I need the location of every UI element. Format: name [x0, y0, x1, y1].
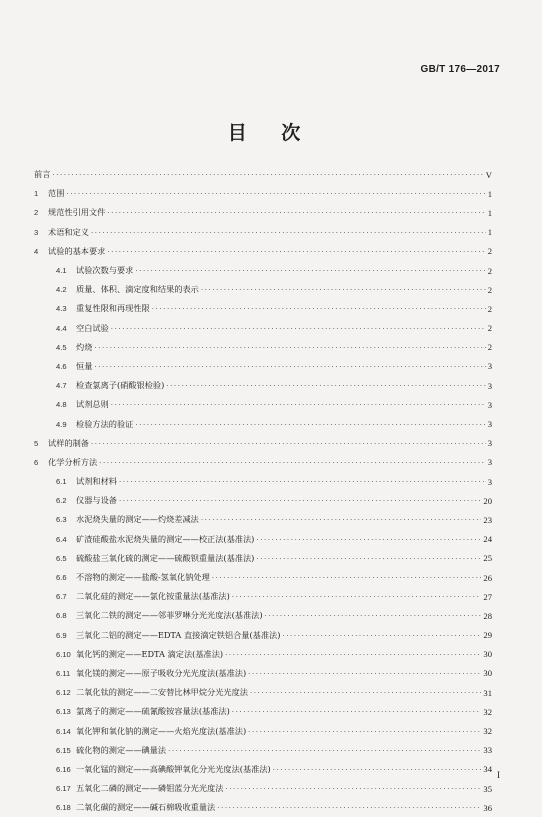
toc-entry-label: 硫化物的测定——碘量法 — [76, 744, 167, 755]
toc-entry-label: 氧化镁的测定——原子吸收分光光度法(基准法) — [76, 667, 247, 678]
toc-entry-page: 3 — [487, 361, 492, 372]
toc-entry-label: 恒量 — [76, 360, 93, 371]
toc-entry-label: 硫酸盐三氧化硫的测定——硫酸钡重量法(基准法) — [76, 552, 255, 563]
toc-entry-label: 二氧化硅的测定——氯化铵重量法(基准法) — [76, 591, 230, 602]
toc-entry-page: 35 — [483, 783, 492, 794]
toc-entry-label: 术语和定义 — [48, 226, 89, 237]
toc-entry — [34, 357, 492, 376]
toc-entry-number: 4.7 — [56, 381, 67, 391]
toc-entry-page: 2 — [487, 284, 492, 295]
toc-entry-number: 6.13 — [56, 707, 71, 717]
toc-entry-page: 1 — [487, 188, 492, 199]
toc-entry-number: 4.5 — [56, 342, 67, 352]
toc-entry-label: 二氧化钛的测定——二安替比林甲烷分光光度法 — [76, 687, 248, 698]
toc-entry-page: 2 — [487, 303, 492, 314]
toc-leader-dots — [107, 247, 485, 256]
toc-entry — [34, 453, 492, 472]
toc-entry-page: 2 — [487, 323, 492, 334]
toc-entry-page: 24 — [483, 534, 492, 545]
toc-entry-number: 4.6 — [56, 361, 67, 371]
toc-entry-number: 4.8 — [56, 400, 67, 410]
toc-entry-page: 30 — [483, 668, 492, 679]
toc-entry-label: 试样的制备 — [48, 437, 89, 448]
toc-entry — [34, 472, 492, 491]
toc-entry-number: 6.2 — [56, 496, 67, 506]
toc-entry-number: 6.10 — [56, 649, 71, 659]
toc-entry — [34, 606, 492, 625]
toc-entry-page: 2 — [487, 342, 492, 353]
toc-entry-label: 三氧化二铁的测定——邻菲罗啉分光光度法(基准法) — [76, 610, 263, 621]
toc-entry — [34, 299, 492, 318]
toc-entry-number: 6.16 — [56, 764, 71, 774]
toc-entry-page: 25 — [483, 553, 492, 564]
toc-entry-number: 6.9 — [56, 630, 67, 640]
toc-entry-page: 1 — [487, 227, 492, 238]
toc-leader-dots — [256, 535, 481, 544]
toc-entry — [34, 645, 492, 664]
toc-leader-dots — [119, 477, 486, 486]
toc-entry-label: 氧化钙的测定——EDTA 滴定法(基准法) — [76, 648, 224, 659]
toc-entry-number: 4 — [34, 246, 39, 256]
toc-entry — [34, 702, 492, 721]
toc-leader-dots — [99, 458, 486, 467]
page-number: I — [497, 770, 500, 780]
standard-code: GB/T 176—2017 — [420, 64, 500, 75]
toc-leader-dots — [66, 189, 485, 198]
table-of-contents — [34, 165, 492, 817]
toc-entry-page: 26 — [483, 572, 492, 583]
toc-entry — [34, 338, 492, 357]
toc-entry — [34, 568, 492, 587]
toc-entry-number: 4.2 — [56, 285, 67, 295]
toc-leader-dots — [201, 285, 486, 294]
toc-leader-dots — [91, 228, 486, 237]
toc-entry-label: 化学分析方法 — [48, 456, 98, 467]
toc-entry-label: 不溶物的测定——盐酸-氢氧化钠处理 — [76, 572, 210, 583]
toc-entry-number: 6.11 — [56, 668, 71, 678]
toc-entry-label: 检查氯离子(硝酸银检验) — [76, 380, 165, 391]
toc-entry — [34, 530, 492, 549]
toc-entry — [34, 414, 492, 433]
toc-leader-dots — [201, 515, 482, 524]
toc-entry-page: 29 — [483, 630, 492, 641]
toc-entry-label: 二氧化碳的测定——碱石棉吸收重量法 — [76, 802, 216, 813]
toc-entry-number: 2 — [34, 208, 39, 218]
toc-leader-dots — [256, 554, 481, 563]
toc-leader-dots — [273, 765, 482, 774]
toc-leader-dots — [52, 170, 483, 179]
toc-entry-page: V — [485, 169, 492, 180]
toc-entry — [34, 242, 492, 261]
toc-leader-dots — [282, 631, 481, 640]
toc-entry — [34, 491, 492, 510]
toc-entry — [34, 798, 492, 817]
toc-entry — [34, 184, 492, 203]
toc-entry — [34, 779, 492, 798]
toc-leader-dots — [225, 650, 481, 659]
toc-leader-dots — [107, 208, 485, 217]
toc-entry-label: 矿渣硅酸盐水泥烧失量的测定——校正法(基准法) — [76, 533, 255, 544]
toc-entry-page: 3 — [487, 399, 492, 410]
toc-entry — [34, 587, 492, 606]
toc-entry-number: 4.4 — [56, 323, 67, 333]
toc-entry-page: 1 — [487, 207, 492, 218]
toc-leader-dots — [91, 439, 486, 448]
toc-leader-dots — [168, 746, 481, 755]
toc-entry-page: 32 — [483, 726, 492, 737]
toc-entry-number: 6.6 — [56, 573, 67, 583]
toc-entry — [34, 165, 492, 184]
toc-entry-number: 6.8 — [56, 611, 67, 621]
toc-entry-number: 6.17 — [56, 784, 71, 794]
toc-leader-dots — [135, 420, 485, 429]
toc-entry-number: 6.4 — [56, 534, 67, 544]
toc-entry-number: 6.15 — [56, 745, 71, 755]
toc-entry-page: 23 — [483, 514, 492, 525]
toc-leader-dots — [111, 324, 486, 333]
toc-entry-page: 36 — [483, 802, 492, 813]
toc-entry-page: 28 — [483, 610, 492, 621]
toc-leader-dots — [225, 784, 481, 793]
toc-entry-label: 前言 — [34, 169, 51, 180]
toc-entry-number: 5 — [34, 438, 39, 448]
toc-leader-dots — [217, 803, 481, 812]
toc-leader-dots — [265, 611, 482, 620]
toc-entry — [34, 721, 492, 740]
toc-entry-page: 33 — [483, 745, 492, 756]
toc-entry-label: 试剂总则 — [76, 399, 109, 410]
toc-entry-page: 34 — [483, 764, 492, 775]
toc-entry-page: 2 — [487, 265, 492, 276]
toc-leader-dots — [119, 496, 481, 505]
toc-entry-page: 3 — [487, 457, 492, 468]
toc-entry-number: 6.18 — [56, 803, 71, 813]
toc-leader-dots — [248, 727, 481, 736]
toc-entry — [34, 549, 492, 568]
toc-entry — [34, 261, 492, 280]
toc-leader-dots — [166, 381, 485, 390]
toc-entry-label: 氧化钾和氧化钠的测定——火焰光度法(基准法) — [76, 725, 247, 736]
toc-entry — [34, 395, 492, 414]
toc-entry — [34, 223, 492, 242]
toc-entry-label: 仪器与设备 — [76, 495, 117, 506]
toc-entry-label: 重复性限和再现性限 — [76, 303, 150, 314]
toc-entry-label: 检验方法的验证 — [76, 418, 134, 429]
toc-entry-page: 27 — [483, 591, 492, 602]
toc-leader-dots — [135, 266, 485, 275]
toc-entry-label: 范围 — [48, 188, 65, 199]
toc-entry — [34, 760, 492, 779]
toc-entry-number: 1 — [34, 189, 39, 199]
toc-entry — [34, 434, 492, 453]
toc-entry-label: 水泥烧失量的测定——灼烧差减法 — [76, 514, 199, 525]
toc-entry-number: 6.3 — [56, 515, 67, 525]
toc-leader-dots — [94, 362, 485, 371]
toc-entry-label: 五氧化二磷的测定——磷钼蓝分光光度法 — [76, 783, 224, 794]
toc-leader-dots — [248, 669, 481, 678]
toc-entry — [34, 741, 492, 760]
toc-entry-page: 3 — [487, 438, 492, 449]
toc-leader-dots — [232, 707, 482, 716]
toc-entry-label: 规范性引用文件 — [48, 207, 106, 218]
toc-entry-number: 6.14 — [56, 726, 71, 736]
toc-leader-dots — [152, 304, 486, 313]
toc-entry-page: 31 — [483, 687, 492, 698]
toc-entry-label: 灼烧 — [76, 341, 93, 352]
toc-entry — [34, 203, 492, 222]
toc-entry — [34, 626, 492, 645]
toc-leader-dots — [250, 688, 481, 697]
toc-leader-dots — [111, 400, 486, 409]
toc-entry-number: 6.7 — [56, 592, 67, 602]
toc-entry — [34, 376, 492, 395]
toc-entry-page: 3 — [487, 380, 492, 391]
toc-entry — [34, 683, 492, 702]
toc-entry-label: 氯离子的测定——硫氰酸铵容量法(基准法) — [76, 706, 230, 717]
toc-entry-number: 6.5 — [56, 553, 67, 563]
toc-entry-label: 试验的基本要求 — [48, 245, 106, 256]
toc-entry-number: 4.3 — [56, 304, 67, 314]
toc-entry-label: 试验次数与要求 — [76, 265, 134, 276]
toc-entry-label: 三氧化二铝的测定——EDTA 直接滴定铁铝合量(基准法) — [76, 629, 281, 640]
toc-entry-page: 30 — [483, 649, 492, 660]
toc-leader-dots — [94, 343, 485, 352]
toc-entry — [34, 319, 492, 338]
toc-entry-label: 一氧化锰的测定——高碘酸钾氧化分光光度法(基准法) — [76, 763, 271, 774]
toc-entry-number: 6 — [34, 457, 39, 467]
toc-entry — [34, 280, 492, 299]
toc-entry-page: 32 — [483, 706, 492, 717]
toc-entry-page: 20 — [483, 495, 492, 506]
toc-entry — [34, 510, 492, 529]
toc-entry-page: 3 — [487, 476, 492, 487]
toc-entry-page: 3 — [487, 419, 492, 430]
toc-leader-dots — [232, 592, 482, 601]
toc-entry-number: 6.12 — [56, 688, 71, 698]
toc-entry-number: 4.9 — [56, 419, 67, 429]
toc-entry-number: 6.1 — [56, 477, 67, 487]
toc-leader-dots — [212, 573, 482, 582]
toc-entry-number: 3 — [34, 227, 39, 237]
toc-entry — [34, 664, 492, 683]
page-title: 目 次 — [227, 122, 315, 144]
toc-entry-label: 质量、体积、滴定度和结果的表示 — [76, 284, 199, 295]
toc-entry-label: 空白试验 — [76, 322, 109, 333]
toc-entry-number: 4.1 — [56, 266, 67, 276]
toc-entry-label: 试剂和材料 — [76, 476, 117, 487]
toc-entry-page: 2 — [487, 246, 492, 257]
